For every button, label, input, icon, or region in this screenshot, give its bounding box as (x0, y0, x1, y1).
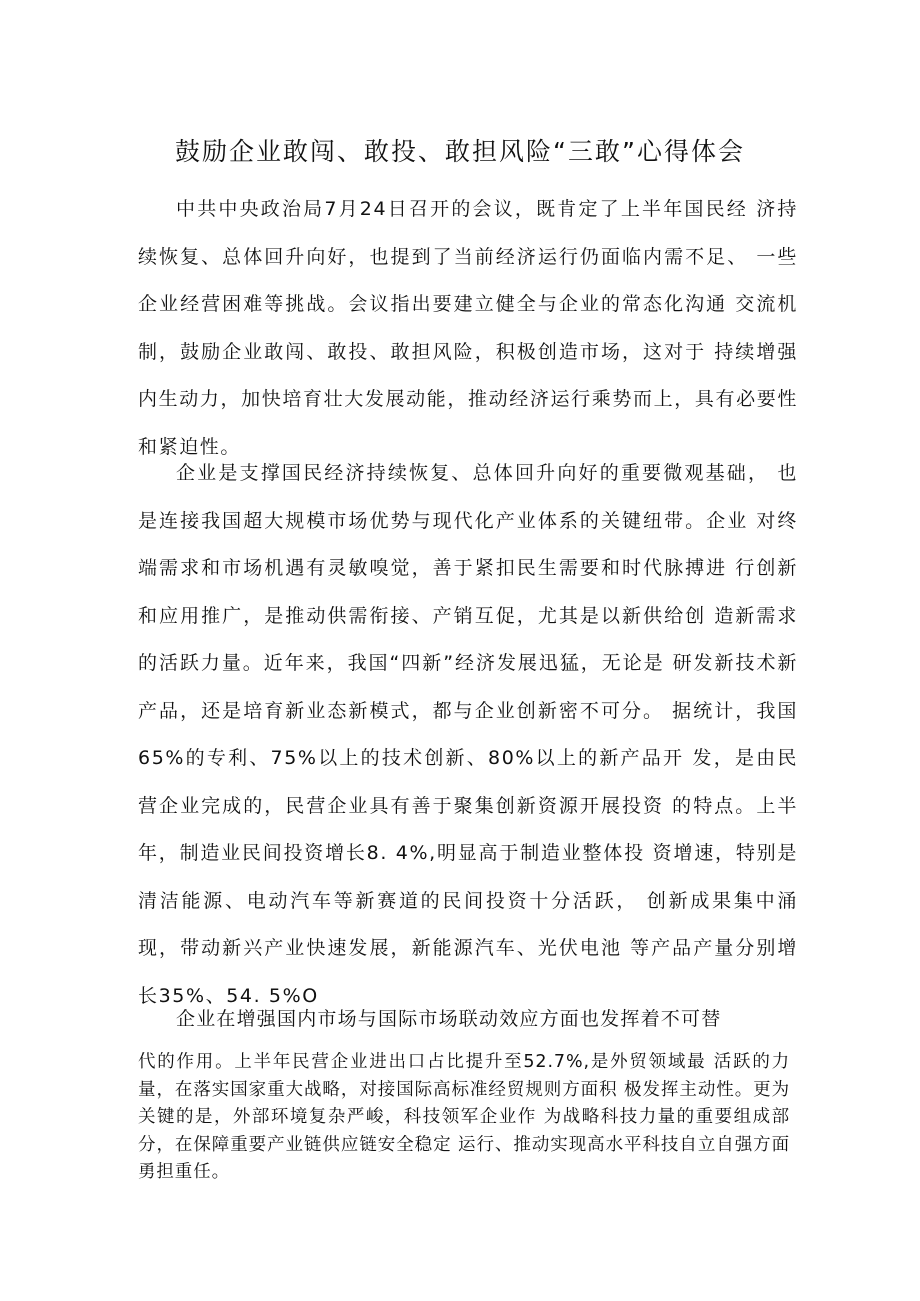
paragraph-3-first-line: 企业在增强国内市场与国际市场联动效应方面也发挥着不可替 (176, 1008, 722, 1030)
paragraph-2: 企业是支撑国民经济持续恢复、总体回升向好的重要微观基础， 也是连接我国超大规模市场优势与现代化产业体系的关键纽带。企业 对终端需求和市场机遇有灵敏嗅觉，善于紧扣民生需要和时代脉搏进 行创新和应用推广，是推动供需衔接、产销互促，尤其是以新供给创 造新需求的活跃力量。近年来，我国“四新”经济发展迅猛，无论是 研发新技术新产品，还是培育新业态新模式，都与企业创新密不可分。 据统计，我国65%的专利、75%以上的技术创新、80%以上的新产品开 发，是由民营企业完成的，民营企业具有善于聚集创新资源开展投资 的特点。上半年，制造业民间投资增长8. 4%,明显高于制造业整体投 资增速，特别是清洁能源、电动汽车等新赛道的民间投资十分活跃， 创新成果集中涌现，带动新兴产业快速发展，新能源汽车、光伏电池 等产品产量分别增长35%、54. 5%O (138, 462, 798, 1007)
paragraph-1: 中共中央政治局7月24日召开的会议，既肯定了上半年国民经 济持续恢复、总体回升向好，也提到了当前经济运行仍面临内需不足、 一些企业经营困难等挑战。会议指出要建立健全与企业的常态化沟通 交流机制，鼓励企业敢闯、敢投、敢担风险，积极创造市场，这对于 持续增强内生动力，加快培育壮大发展动能，推动经济运行乘势而上，具有必要性和紧迫性。 (138, 198, 798, 458)
document-title: 鼓励企业敢闯、敢投、敢担风险“三敢”心得体会 (175, 137, 745, 166)
paragraph-3-continuation: 代的作用。上半年民营企业进出口占比提升至52.7%,是外贸领域最 活跃的力量，在落实国家重大战略，对接国际高标准经贸规则方面积 极发挥主动性。更为关键的是，外部环境复杂严峻，科技领军企业作 为战略科技力量的重要组成部分，在保障重要产业链供应链安全稳定 运行、推动实现高水平科技自立自强方面勇担重任。 (138, 1052, 790, 1182)
